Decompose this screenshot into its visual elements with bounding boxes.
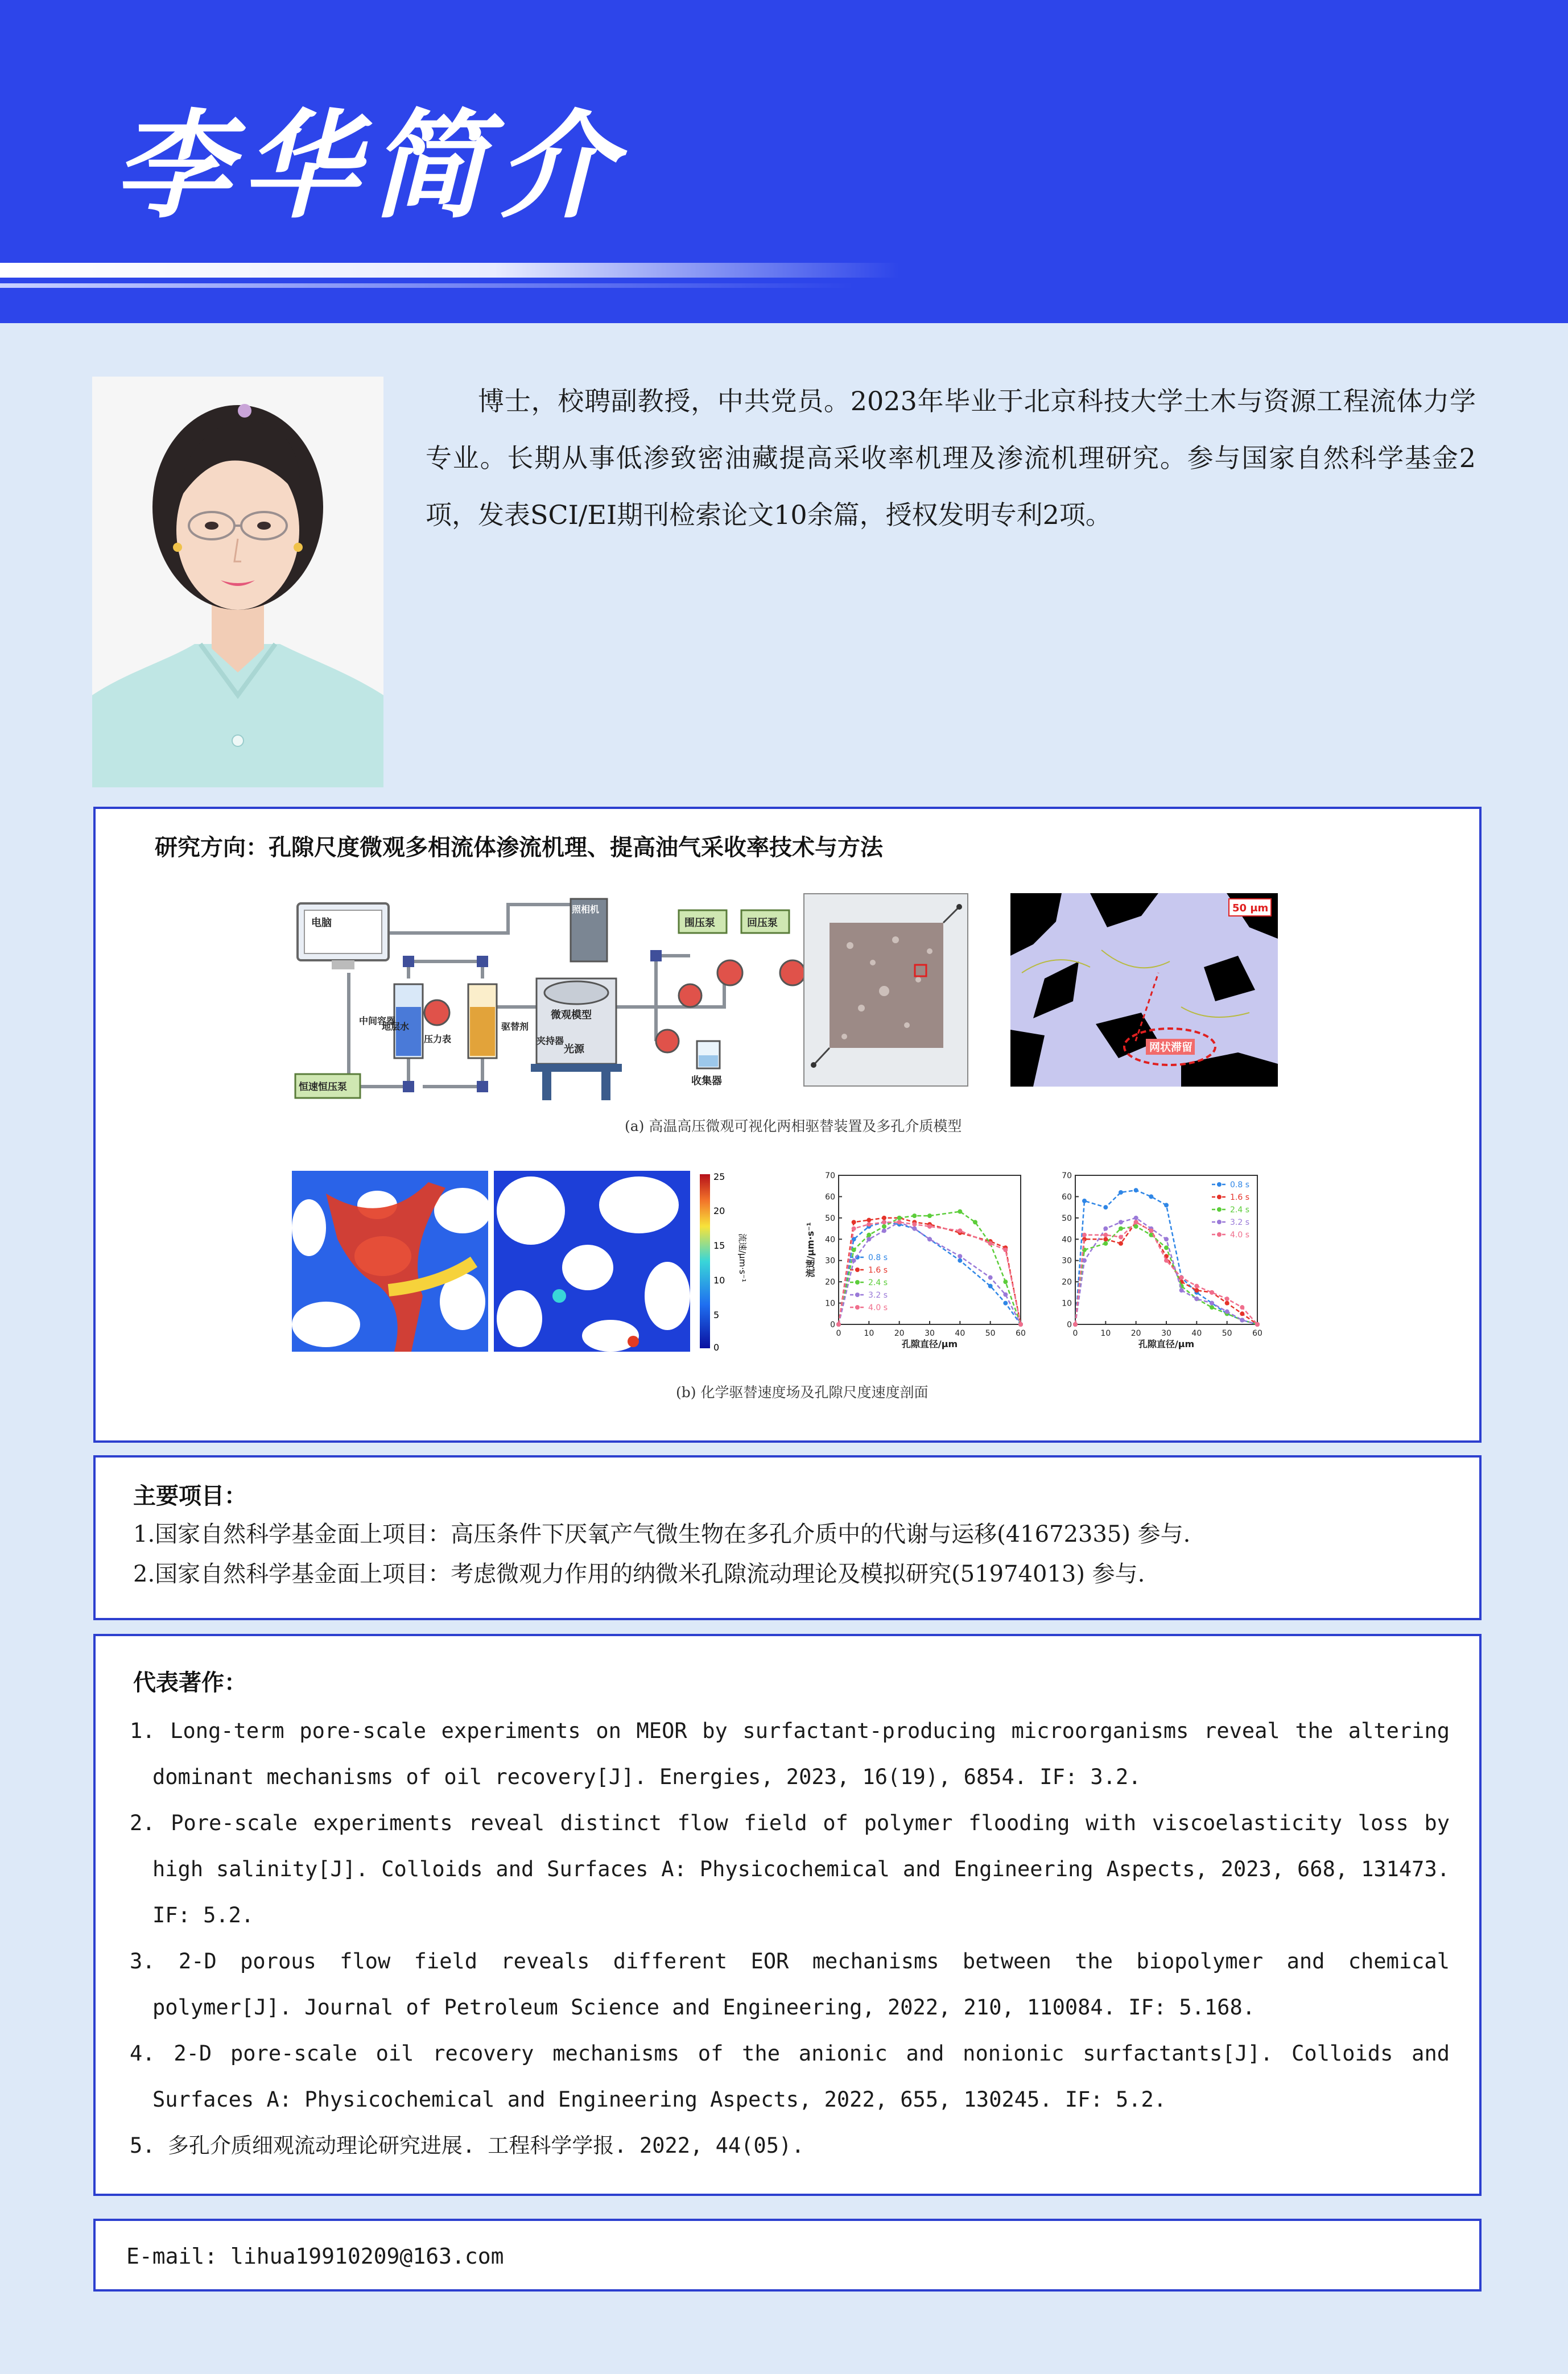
data-point (1240, 1318, 1244, 1323)
data-point (852, 1258, 856, 1263)
apparatus-diagram (292, 893, 827, 1128)
data-point (1119, 1241, 1123, 1246)
y-tick-label: 50 (1062, 1213, 1072, 1223)
computer-label: 电脑 (311, 917, 332, 929)
bio-paragraph: 博士，校聘副教授，中共党员。2023年毕业于北京科技大学土木与资源工程流体力学专业。长期从事低渗致密油藏提高采收率机理及渗流机理研究。参与国家自然科学基金2项，发表SCI/EI期刊检索论文10余篇，授权发明专利2项。 (426, 386, 1476, 530)
legend-label: 1.6 s (1230, 1193, 1250, 1202)
series-line (839, 1218, 1021, 1324)
legend-marker (855, 1280, 860, 1285)
y-tick-label: 0 (830, 1320, 835, 1330)
colorbar-tick: 0 (713, 1342, 720, 1352)
y-tick-label: 30 (1062, 1256, 1072, 1266)
data-point (1119, 1227, 1123, 1231)
legend-label: 4.0 s (868, 1303, 888, 1312)
data-point (1164, 1237, 1169, 1241)
data-point (1149, 1194, 1153, 1199)
project-item: 2.国家自然科学基金面上项目：考虑微观力作用的纳微米孔隙流动理论及模拟研究(51974013) 参与. (133, 1561, 1145, 1587)
data-point (1164, 1203, 1169, 1207)
legend-label: 2.4 s (1230, 1205, 1250, 1215)
email-text[interactable]: E-mail: lihua19910209@163.com (126, 2244, 504, 2269)
data-point (882, 1224, 886, 1229)
data-point (1003, 1279, 1008, 1284)
x-tick-label: 60 (1252, 1329, 1262, 1338)
legend-marker (1217, 1207, 1222, 1212)
data-point (1164, 1258, 1169, 1263)
colorbar-tick: 5 (713, 1310, 720, 1320)
projects-list (133, 1514, 1442, 1594)
data-point (852, 1248, 856, 1252)
legend-marker (855, 1267, 860, 1272)
data-point (1003, 1301, 1008, 1306)
constant-pump-label: 恒速恒压泵 (299, 1081, 347, 1093)
x-tick-label: 10 (864, 1329, 874, 1338)
data-point (1149, 1228, 1153, 1233)
data-point (1210, 1305, 1214, 1310)
light-source-label: 光源 (564, 1043, 584, 1055)
back-pressure-pump-label: 回压泵 (747, 917, 778, 929)
data-point (927, 1213, 932, 1218)
data-point (1134, 1188, 1138, 1192)
data-point (1103, 1237, 1108, 1241)
x-tick-label: 50 (1222, 1329, 1232, 1338)
data-point (1082, 1258, 1087, 1263)
data-point (912, 1227, 917, 1231)
data-point (927, 1237, 932, 1241)
data-point (958, 1254, 962, 1258)
colorbar-tick: 20 (713, 1205, 725, 1216)
data-point (1240, 1311, 1244, 1316)
data-point (836, 1322, 841, 1327)
legend-label: 1.6 s (868, 1266, 888, 1275)
legend-marker (855, 1293, 860, 1297)
data-point (866, 1233, 871, 1237)
data-point (866, 1218, 871, 1223)
data-point (1018, 1322, 1023, 1327)
intermediate-container-label: 中间容器 (359, 1015, 396, 1026)
data-point (1194, 1284, 1199, 1289)
data-point (1119, 1235, 1123, 1240)
colorbar-label: 流速/μm·s⁻¹ (737, 1233, 748, 1282)
data-point (866, 1222, 871, 1227)
data-point (866, 1237, 871, 1241)
legend-label: 3.2 s (1230, 1218, 1250, 1227)
data-point (882, 1228, 886, 1233)
net-retention-label: 网状滞留 (1149, 1041, 1193, 1054)
data-point (912, 1222, 917, 1227)
projects-title: 主要项目： (133, 1483, 247, 1509)
data-point (1082, 1199, 1087, 1203)
y-tick-label: 50 (825, 1213, 835, 1223)
confining-pump-label: 围压泵 (684, 917, 715, 929)
data-point (1134, 1224, 1138, 1229)
colorbar-tick: 15 (713, 1240, 725, 1251)
y-tick-label: 30 (825, 1256, 835, 1266)
legend-marker (1217, 1195, 1222, 1199)
header-stripe-thin (0, 283, 853, 288)
data-point (988, 1284, 993, 1289)
x-tick-label: 0 (836, 1329, 841, 1338)
data-point (1103, 1227, 1108, 1231)
legend-marker (1217, 1182, 1222, 1187)
gauge-label: 压力表 (424, 1034, 452, 1044)
data-point (988, 1275, 993, 1280)
x-tick-label: 10 (1100, 1329, 1111, 1338)
velocity-profile-chart-1 (803, 1165, 1049, 1359)
y-tick-label: 40 (825, 1235, 835, 1245)
project-item: 1.国家自然科学基金面上项目：高压条件下厌氧产气微生物在多孔介质中的代谢与运移(41672335) 参与. (133, 1521, 1191, 1547)
data-point (852, 1220, 856, 1224)
research-title: 研究方向：孔隙尺度微观多相流体渗流机理、提高油气采收率技术与方法 (155, 835, 883, 861)
legend-label: 0.8 s (1230, 1180, 1250, 1190)
data-point (1134, 1220, 1138, 1224)
y-tick-label: 0 (1067, 1320, 1072, 1330)
publication-item: 5. 多孔介质细观流动理论研究进展. 工程科学学报. 2022, 44(05). (130, 2133, 804, 2158)
x-axis-label: 孔隙直径/μm (1138, 1339, 1195, 1349)
data-point (973, 1220, 977, 1224)
colorbar-tick: 10 (713, 1275, 725, 1286)
publication-item: 2. Pore-scale experiments reveal distinct flow field of polymer flooding with viscoelasticity loss by high salinity[J]. Colloids and Surfaces A: Physicochemical and Engineering Aspects, 2023, 668, 131473. IF: 5.2. (130, 1811, 1450, 1927)
portrait-photo (92, 377, 383, 787)
x-tick-label: 40 (1191, 1329, 1202, 1338)
velocity-field-maps (292, 1171, 696, 1352)
research-box (93, 807, 1482, 1443)
y-axis-label: 流速/μm·s⁻¹ (805, 1222, 816, 1278)
data-point (1103, 1241, 1108, 1246)
caption-a: (a) 高温高压微观可视化两相驱替装置及多孔介质模型 (625, 1118, 962, 1134)
legend-label: 2.4 s (868, 1278, 888, 1287)
holder-label: 夹持器 (537, 1035, 564, 1046)
legend-label: 0.8 s (868, 1253, 888, 1262)
legend-label: 3.2 s (868, 1291, 888, 1300)
y-tick-label: 40 (1062, 1235, 1072, 1245)
publications-list (130, 1708, 1450, 2169)
data-point (1225, 1310, 1229, 1314)
x-tick-label: 50 (985, 1329, 996, 1338)
data-point (1210, 1301, 1214, 1306)
x-tick-label: 30 (1161, 1329, 1171, 1338)
publication-item: 3. 2-D porous flow field reveals different EOR mechanisms between the biopolymer and chemical polymer[J]. Journal of Petroleum Science and Engineering, 2022, 210, 110084. IF: 5.168. (130, 1949, 1450, 2020)
data-point (897, 1220, 902, 1224)
publications-box (93, 1634, 1482, 2196)
data-point (882, 1220, 886, 1224)
velocity-profile-chart-2 (1047, 1165, 1286, 1359)
y-tick-label: 20 (825, 1278, 835, 1287)
data-point (1119, 1190, 1123, 1195)
camera-label: 照相机 (572, 904, 600, 915)
legend-marker (1217, 1220, 1222, 1224)
pore-zoom-image (1010, 893, 1278, 1087)
micromodel-photo (803, 893, 968, 1087)
x-tick-label: 0 (1072, 1329, 1078, 1338)
colorbar (699, 1171, 750, 1352)
data-point (958, 1228, 962, 1233)
data-point (1119, 1220, 1123, 1224)
data-point (912, 1213, 917, 1218)
data-point (1082, 1233, 1087, 1237)
y-tick-label: 60 (825, 1192, 835, 1202)
page-title: 李华简介 (114, 98, 626, 234)
data-point (1179, 1275, 1184, 1280)
x-tick-label: 20 (894, 1329, 905, 1338)
y-tick-label: 60 (1062, 1192, 1072, 1202)
y-tick-label: 70 (1062, 1171, 1072, 1180)
x-tick-label: 20 (1130, 1329, 1141, 1338)
data-point (1103, 1233, 1108, 1237)
collector-label: 收集器 (691, 1075, 722, 1087)
projects-box (93, 1455, 1482, 1620)
y-tick-label: 20 (1062, 1278, 1072, 1287)
data-point (1073, 1322, 1078, 1327)
x-axis-label: 孔隙直径/μm (901, 1339, 958, 1349)
data-point (1194, 1288, 1199, 1293)
publication-item: 4. 2-D pore-scale oil recovery mechanisms of the anionic and nonionic surfactants[J]. Colloids and Surfaces A: Physicochemical and Engineering Aspects, 2022, 655, 130245. IF: 5.2. (130, 2041, 1450, 2112)
data-point (1255, 1322, 1260, 1327)
data-point (1164, 1245, 1169, 1250)
scale-bar-label: 50 μm (1232, 902, 1269, 914)
legend-marker (1217, 1232, 1222, 1237)
data-point (1240, 1305, 1244, 1310)
data-point (1225, 1301, 1229, 1306)
data-point (1003, 1248, 1008, 1252)
x-tick-label: 40 (955, 1329, 965, 1338)
publications-title: 代表著作： (133, 1670, 247, 1696)
legend-marker (855, 1305, 860, 1310)
header-stripe (0, 263, 899, 278)
y-tick-label: 70 (825, 1171, 835, 1180)
y-tick-label: 10 (825, 1299, 835, 1308)
colorbar-tick: 25 (713, 1171, 725, 1182)
x-tick-label: 30 (925, 1329, 935, 1338)
water-container-label: 地层水 (382, 1021, 410, 1032)
data-point (1003, 1293, 1008, 1297)
header-banner (0, 0, 1568, 323)
legend-label: 4.0 s (1230, 1231, 1250, 1240)
data-point (927, 1224, 932, 1229)
data-point (1134, 1216, 1138, 1220)
data-point (1103, 1205, 1108, 1209)
micromodel-label: 微观模型 (551, 1009, 592, 1021)
data-point (1210, 1290, 1214, 1295)
data-point (1179, 1288, 1184, 1293)
data-point (1194, 1297, 1199, 1301)
y-tick-label: 10 (1062, 1299, 1072, 1308)
contact-box (93, 2219, 1482, 2292)
data-point (882, 1216, 886, 1220)
data-point (1225, 1297, 1229, 1301)
publication-item: 1. Long-term pore-scale experiments on MEOR by surfactant-producing microorganisms reveal the altering dominant mechanisms of oil recovery[J]. Energies, 2023, 16(19), 6854. IF: 3.2. (130, 1719, 1450, 1789)
data-point (958, 1209, 962, 1214)
displacement-agent-label: 驱替剂 (501, 1021, 529, 1032)
data-point (897, 1216, 902, 1220)
x-tick-label: 60 (1016, 1329, 1026, 1338)
data-point (852, 1227, 856, 1231)
caption-b: (b) 化学驱替速度场及孔隙尺度速度剖面 (676, 1384, 929, 1401)
data-point (988, 1241, 993, 1246)
data-point (958, 1258, 962, 1263)
